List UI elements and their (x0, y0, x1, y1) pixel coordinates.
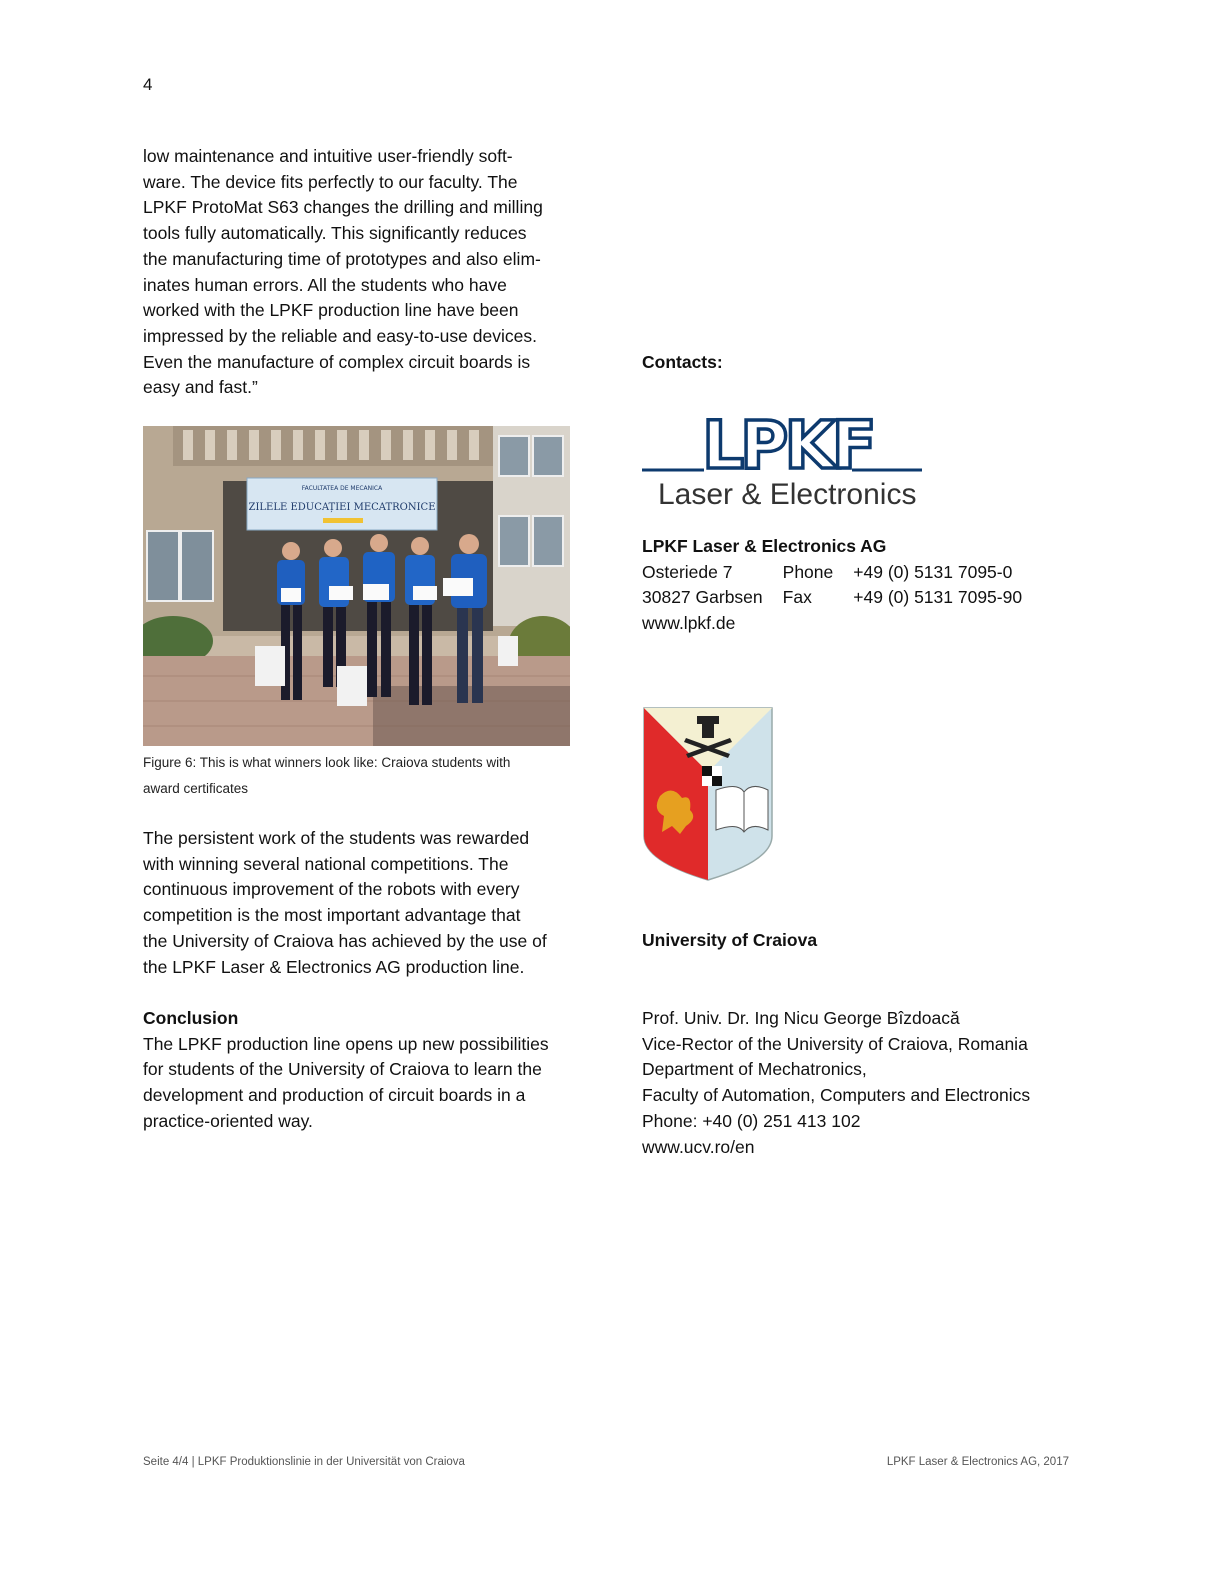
footer-right: LPKF Laser & Electronics AG, 2017 (886, 1456, 1069, 1468)
text-line: ware. The device fits perfectly to our faculty. The (143, 171, 518, 192)
phone-label: Phone (782, 561, 834, 582)
text-line: inates human errors. All the students who have (143, 274, 507, 295)
lpkf-phone: +49 (0) 5131 7095-0 (853, 561, 1013, 582)
lpkf-city: 30827 Garbsen (642, 587, 763, 608)
text-line: competition is the most important advantage that (143, 905, 521, 926)
text-line: with winning several national competitions. The (143, 853, 509, 874)
lpkf-fax: +49 (0) 5131 7095-90 (853, 587, 1023, 608)
university-heading: University of Craiova (642, 930, 818, 950)
contacts-heading: Contacts: (642, 352, 723, 372)
text-line: worked with the LPKF production line have been (143, 300, 519, 321)
fax-label: Fax (782, 587, 812, 608)
caption-line: award certificates (143, 780, 249, 796)
intro-paragraph (143, 144, 573, 401)
contact-line: Faculty of Automation, Computers and Electronics (642, 1085, 1031, 1106)
lpkf-website-link[interactable]: www.lpkf.de (642, 613, 736, 634)
footer-left: Seite 4/4 | LPKF Produktionslinie in der Universität von Craiova (143, 1456, 465, 1468)
conclusion-section (143, 1006, 573, 1135)
lpkf-street: Osteriede 7 (642, 561, 733, 582)
text-line: the manufacturing time of prototypes and also elim- (143, 248, 541, 269)
figure-caption (143, 750, 573, 801)
lpkf-address-table (642, 560, 1022, 611)
text-line: low maintenance and intuitive user-friendly soft- (143, 146, 513, 166)
text-line: for students of the University of Craiova to learn the (143, 1059, 542, 1080)
lpkf-logo-tagline: Laser & Electronics (658, 478, 917, 511)
text-line: The LPKF production line opens up new possibilities (143, 1033, 549, 1054)
contact-line: Phone: +40 (0) 251 413 102 (642, 1110, 861, 1131)
lpkf-company-name: LPKF Laser & Electronics AG (642, 536, 887, 556)
text-line: continuous improvement of the robots with every (143, 879, 520, 900)
contact-line: Department of Mechatronics, (642, 1059, 867, 1080)
text-line: easy and fast.” (143, 377, 258, 398)
text-line: impressed by the reliable and easy-to-use devices. (143, 325, 537, 346)
university-contact-block (642, 1006, 1082, 1160)
lpkf-logo-mark: LPKF (702, 407, 873, 484)
caption-line: Figure 6: This is what winners look like: Craiova students with (143, 755, 511, 770)
persistent-paragraph (143, 826, 573, 980)
text-line: Even the manufacture of complex circuit boards is (143, 351, 531, 372)
text-line: LPKF ProtoMat S63 changes the drilling and milling (143, 197, 543, 218)
banner-top-text: FACULTATEA DE MECANICA (301, 485, 383, 492)
conclusion-heading: Conclusion (143, 1008, 239, 1028)
page-number: 4 (143, 75, 153, 94)
text-line: tools fully automatically. This significantly reduces (143, 223, 527, 244)
students-photo (143, 426, 570, 746)
lpkf-logo (642, 400, 924, 512)
university-crest (642, 706, 774, 882)
university-website-link[interactable]: www.ucv.ro/en (642, 1136, 755, 1157)
text-line: The persistent work of the students was rewarded (143, 828, 530, 848)
text-line: the LPKF Laser & Electronics AG production line. (143, 956, 525, 977)
banner-main-text: ZILELE EDUCAȚIEI MECATRONICE (248, 502, 436, 513)
text-line: development and production of circuit boards in a (143, 1085, 526, 1106)
text-line: the University of Craiova has achieved by the use of (143, 930, 547, 951)
lpkf-address-block (642, 534, 1082, 637)
contact-line: Vice-Rector of the University of Craiova, Romania (642, 1033, 1028, 1054)
text-line: practice-oriented way. (143, 1110, 313, 1131)
contact-line: Prof. Univ. Dr. Ing Nicu George Bîzdoacă (642, 1008, 960, 1028)
